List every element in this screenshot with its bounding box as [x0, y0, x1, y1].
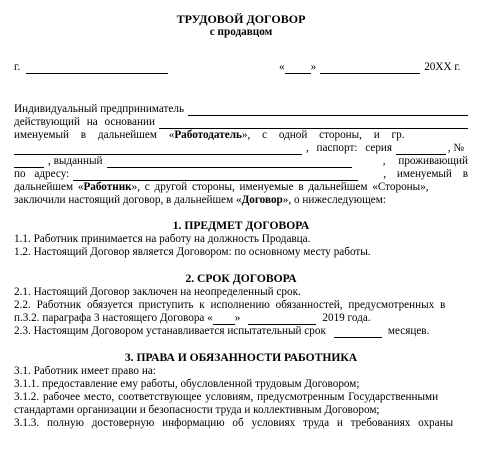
year-text: 20XX г. — [424, 61, 461, 73]
place-date-row — [14, 61, 468, 74]
intro-line-2 — [14, 116, 468, 129]
address-blank — [73, 169, 358, 181]
intro-line-1 — [14, 103, 468, 116]
intro-text: , выданный — [48, 155, 103, 167]
section-3-heading: 3. ПРАВА И ОБЯЗАННОСТИ РАБОТНИКА — [124, 351, 358, 364]
intro-text: дальнейшем «Работник», с другой стороны, именуемые в дальнейшем «Стороны», — [14, 181, 429, 193]
intro-text: именуемый в дальнейшем «Работодатель», с одной стороны, и гр. — [14, 129, 405, 141]
intro-text: , проживающий — [382, 155, 468, 167]
date-group — [279, 61, 460, 74]
clause-2-2-cont: п.3.2. параграфа 3 настоящего Договора « » 2019 года. — [14, 312, 371, 324]
start-month-blank — [248, 313, 316, 325]
clause-3-1-2-cont: стандартами организации и безопасности труда и коллективным Договором; — [14, 404, 380, 416]
city-blank — [26, 62, 168, 74]
clause-3-1-3: 3.1.3. полную достоверную информацию об условиях труда и требованиях охраны — [14, 417, 454, 429]
intro-text: по адресу: — [14, 168, 70, 180]
clause-1-1: 1.1. Работник принимается на работу на должность Продавца. — [14, 233, 311, 245]
start-day-blank — [213, 313, 235, 325]
section-1-heading: 1. ПРЕДМЕТ ДОГОВОРА — [172, 219, 310, 232]
date-open-quote: « — [279, 61, 285, 73]
intro-line-6 — [14, 168, 468, 181]
document-title: ТРУДОВОЙ ДОГОВОР — [176, 12, 306, 26]
clause-3-1-1: 3.1.1. предоставление ему работы, обусловленной трудовым Договором; — [14, 378, 360, 390]
clause-2-3: 2.3. Настоящим Договором устанавливается испытательный срок месяцев. — [14, 325, 430, 337]
intro-line-5 — [14, 155, 468, 168]
place-prefix: г. — [14, 61, 21, 73]
intro-text: , № — [447, 142, 464, 154]
intro-line-3 — [14, 129, 468, 142]
issued-date-blank — [14, 156, 44, 168]
document-subtitle: с продавцом — [209, 26, 273, 38]
contract-document — [14, 12, 468, 430]
intro-line-7 — [14, 181, 468, 194]
intro-text: , именуемый в — [383, 168, 468, 180]
clause-1-2: 1.2. Настоящий Договор является Договором: по основному месту работы. — [14, 246, 371, 258]
clause-2-2: 2.2. Работник обязуется приступить к исполнению обязанностей, предусмотренных в — [14, 299, 446, 311]
intro-line-4 — [14, 142, 468, 155]
day-blank — [285, 62, 311, 74]
citizen-name-blank — [14, 143, 302, 155]
clause-3-1-2: 3.1.2. рабочее место, соответствующее условиям, предусмотренным Государственными — [14, 391, 439, 403]
intro-text: , паспорт: серия — [305, 142, 393, 154]
issued-by-blank — [107, 156, 352, 168]
passport-series-blank — [396, 143, 446, 155]
probation-blank — [334, 326, 382, 338]
intro-line-8: заключили настоящий договор, в дальнейшем «Договор», о нижеследующем: — [14, 194, 386, 206]
clause-2-1: 2.1. Настоящий Договор заключен на неопределенный срок. — [14, 286, 301, 298]
section-2-heading: 2. СРОК ДОГОВОРА — [185, 272, 297, 285]
date-close-quote: » — [310, 61, 317, 73]
clause-3-1: 3.1. Работник имеет право на: — [14, 365, 156, 377]
intro-text: действующий на основании — [14, 116, 155, 128]
month-blank — [320, 62, 420, 74]
basis-blank — [159, 117, 468, 129]
intro-text: Индивидуальный предприниматель — [14, 103, 185, 115]
entrepreneur-blank — [188, 104, 468, 116]
